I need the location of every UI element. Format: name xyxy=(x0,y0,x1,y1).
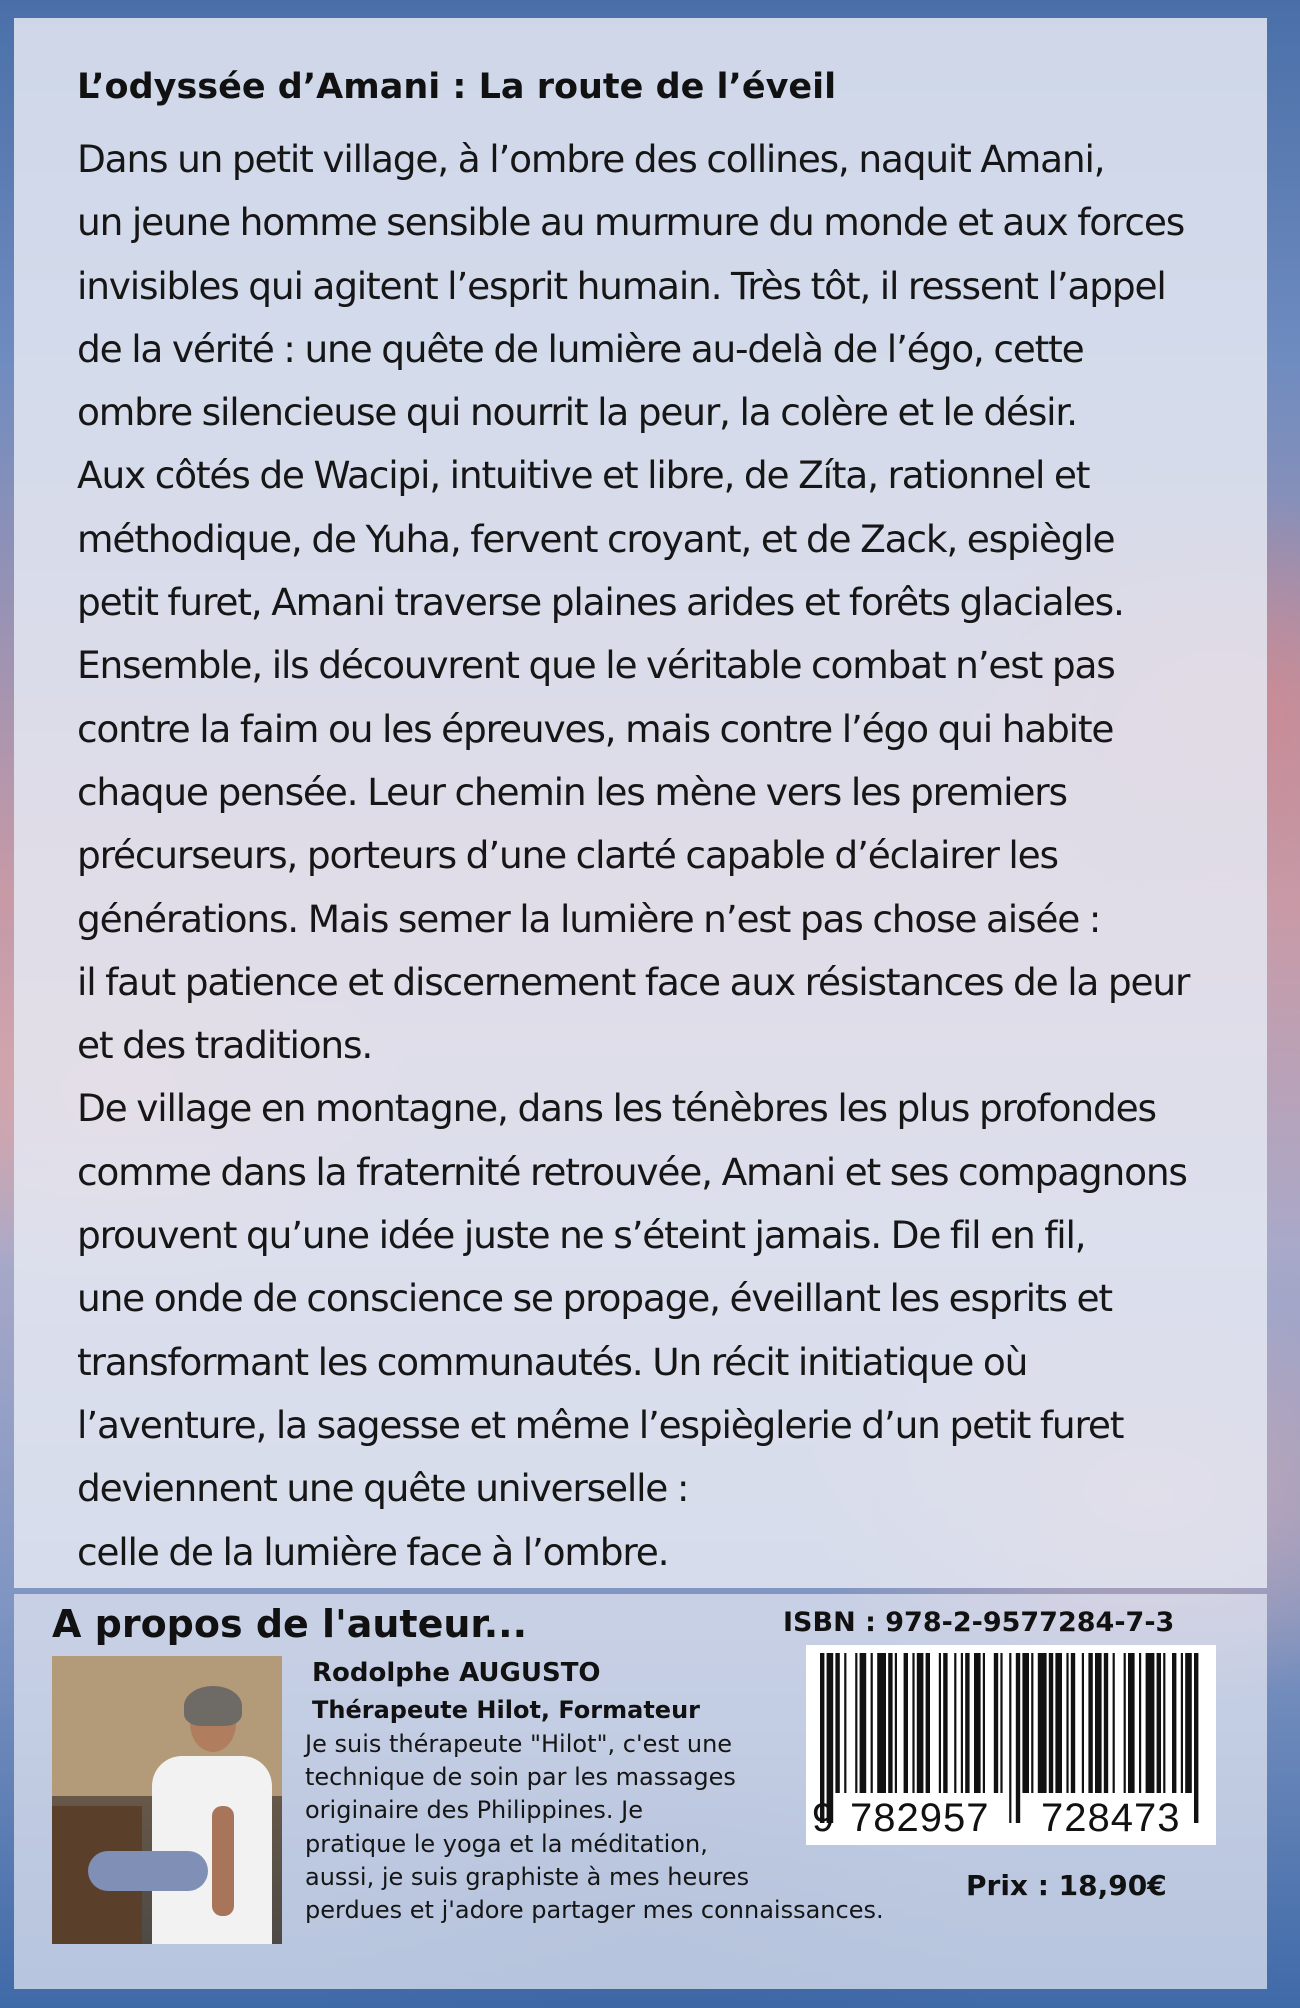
blurb-text xyxy=(77,128,1257,1584)
blurb-line: deviennent une quête universelle : xyxy=(77,1466,689,1511)
barcode-bar xyxy=(1088,1653,1092,1793)
barcode-bar xyxy=(917,1653,924,1793)
barcode-bar xyxy=(1082,1653,1084,1793)
blurb-line: il faut patience et discernement face aux résistances de la peur xyxy=(77,959,1190,1004)
blurb-line: petit furet, Amani traverse plaines arides et forêts glaciales. xyxy=(77,580,1124,625)
blurb-line: Dans un petit village, à l’ombre des collines, naquit Amani, xyxy=(77,137,1105,181)
barcode-bar xyxy=(1031,1653,1033,1793)
barcode-digits xyxy=(806,1793,1216,1843)
barcode-bar xyxy=(943,1653,947,1793)
barcode-bar xyxy=(904,1653,908,1793)
blurb-line: Ensemble, ils découvrent que le véritable combat n’est pas xyxy=(77,643,1115,688)
barcode-bar xyxy=(961,1653,963,1793)
barcode-bar xyxy=(974,1653,981,1793)
barcode-bar xyxy=(1095,1653,1102,1793)
blurb-line: ombre silencieuse qui nourrit la peur, la colère et le désir. xyxy=(77,390,1077,435)
barcode-bar xyxy=(1000,1653,1002,1793)
barcode-bar xyxy=(1049,1653,1053,1793)
barcode-bar xyxy=(1128,1653,1135,1793)
barcode-bar xyxy=(1022,1653,1029,1793)
blurb-line: un jeune homme sensible au murmure du monde et aux forces xyxy=(77,200,1185,245)
barcode-bar xyxy=(926,1653,930,1793)
barcode-bar xyxy=(983,1653,985,1793)
barcode-bar xyxy=(1104,1653,1108,1793)
barcode-bar xyxy=(844,1653,846,1793)
barcode-bar xyxy=(1163,1653,1165,1793)
blurb-line: de la vérité : une quête de lumière au-delà de l’égo, cette xyxy=(77,326,1084,371)
blurb-line: transformant les communautés. Un récit initiatique où xyxy=(77,1339,1028,1384)
author-bio-line: technique de soin par les massages xyxy=(305,1763,736,1792)
blurb-line: une onde de conscience se propage, éveillant les esprits et xyxy=(77,1276,1112,1321)
barcode-bar xyxy=(871,1653,873,1793)
barcode-bar xyxy=(912,1653,914,1793)
author-bio-line: originaire des Philippines. Je xyxy=(305,1796,643,1825)
barcode-bar xyxy=(1038,1653,1047,1793)
barcode-left-digits: 782957 xyxy=(850,1796,990,1840)
author-bio-line: pratique le yoga et la méditation, xyxy=(305,1829,708,1858)
barcode-bar xyxy=(1124,1653,1126,1793)
barcode-right-digits: 728473 xyxy=(1041,1796,1181,1840)
barcode-bar xyxy=(1139,1653,1141,1793)
blurb-line: contre la faim ou les épreuves, mais contre l’égo qui habite xyxy=(77,706,1114,751)
blurb-line: méthodique, de Yuha, fervent croyant, et de Zack, espiègle xyxy=(77,516,1115,561)
barcode-bar xyxy=(877,1653,886,1793)
blurb-line: générations. Mais semer la lumière n’est pas chose aisée : xyxy=(77,896,1101,941)
blurb-line: Aux côtés de Wacipi, intuitive et libre, de Zíta, rationnel et xyxy=(77,453,1090,498)
barcode-bar xyxy=(1181,1653,1183,1793)
blurb-line: comme dans la fraternité retrouvée, Amani et ses compagnons xyxy=(77,1149,1187,1194)
barcode-bar xyxy=(835,1653,839,1793)
blurb-line: chaque pensée. Leur chemin les mène vers les premiers xyxy=(77,769,1067,814)
author-section-heading: A propos de l'auteur... xyxy=(52,1602,528,1646)
barcode-bar xyxy=(1066,1653,1068,1793)
barcode-bar xyxy=(1185,1653,1192,1793)
blurb-line: prouvent qu’une idée juste ne s’éteint jamais. De fil en fil, xyxy=(77,1213,1086,1258)
author-bio-line: aussi, je suis graphiste à mes heures xyxy=(305,1862,750,1891)
barcode-bar xyxy=(939,1653,941,1793)
barcode-bar xyxy=(1172,1653,1176,1793)
barcode-bar xyxy=(860,1653,867,1793)
barcode-bar xyxy=(895,1653,897,1793)
blurb-line: et des traditions. xyxy=(77,1023,373,1068)
barcode-bar xyxy=(855,1653,857,1793)
blurb-line: invisibles qui agitent l’esprit humain. Très tôt, il ressent l’appel xyxy=(77,263,1166,308)
blurb-line: l’aventure, la sagesse et même l’espièglerie d’un petit furet xyxy=(77,1402,1124,1447)
barcode-bar xyxy=(1055,1653,1062,1793)
barcode-bar xyxy=(1113,1653,1115,1793)
barcode-bar xyxy=(1071,1653,1075,1793)
blurb-line: précurseurs, porteurs d’une clarté capable d’éclairer les xyxy=(77,833,1058,878)
blurb-line: De village en montagne, dans les ténèbres les plus profondes xyxy=(77,1086,1156,1131)
price-label: Prix : 18,90€ xyxy=(966,1869,1167,1902)
barcode-bar xyxy=(965,1653,969,1793)
barcode-lead-digit: 9 xyxy=(812,1796,835,1840)
author-bio-line: perdues et j'adore partager mes connaissances. xyxy=(305,1896,884,1925)
barcode-bar xyxy=(888,1653,892,1793)
barcode-bar xyxy=(1146,1653,1155,1793)
author-name: Rodolphe AUGUSTO xyxy=(312,1658,601,1688)
author-role: Thérapeute Hilot, Formateur xyxy=(312,1696,701,1724)
book-title: L’odyssée d’Amani : La route de l’éveil xyxy=(77,67,837,107)
barcode-bar xyxy=(994,1653,998,1793)
barcode-bar xyxy=(954,1653,956,1793)
isbn-label: ISBN : 978-2-9577284-7-3 xyxy=(783,1607,1175,1638)
isbn-barcode xyxy=(806,1645,1216,1845)
barcode-bar xyxy=(1157,1653,1161,1793)
author-bio-line: Je suis thérapeute "Hilot", c'est une xyxy=(305,1730,733,1758)
author-bio xyxy=(305,1728,884,1927)
blurb-line: celle de la lumière face à l’ombre. xyxy=(77,1529,669,1574)
author-photo xyxy=(52,1656,282,1944)
